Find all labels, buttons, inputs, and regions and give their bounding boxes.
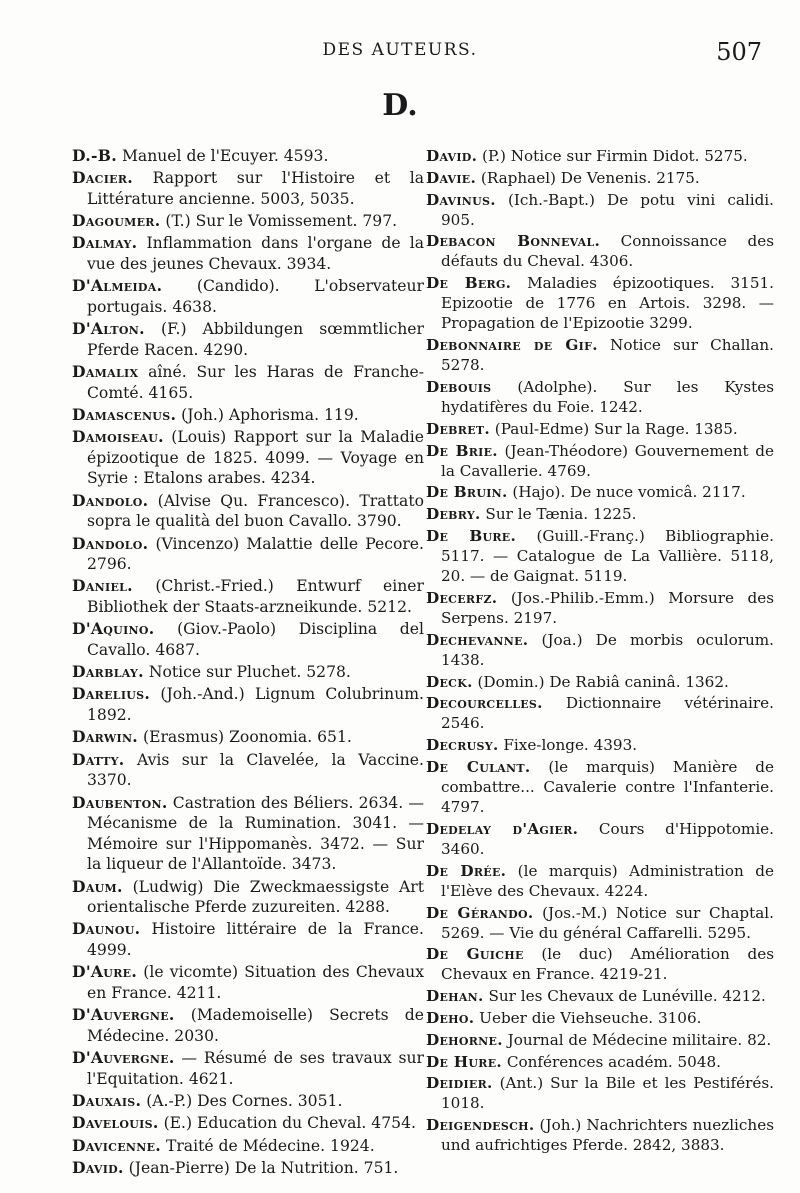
index-entry bbox=[426, 903, 774, 943]
entry-text: (Joh.) Aphorisma. 119. bbox=[176, 405, 359, 424]
left-column bbox=[72, 146, 424, 1180]
index-entry bbox=[426, 735, 774, 755]
author-name: De Culant. bbox=[426, 757, 531, 776]
index-entry bbox=[426, 630, 774, 670]
author-name: D'Aquino. bbox=[72, 619, 155, 639]
entry-text: Avis sur la Clavelée, la Vaccine. 3370. bbox=[87, 750, 424, 790]
entry-text: Notice sur Pluchet. 5278. bbox=[143, 663, 351, 682]
author-name: D'Aure. bbox=[72, 962, 138, 982]
index-entry bbox=[72, 662, 424, 683]
author-name: Dehan. bbox=[426, 987, 484, 1006]
entry-text: Inflammation dans l'organe de la vue des jeunes Chevaux. 3934. bbox=[87, 234, 424, 274]
entry-text: (Vincenzo) Malattie delle Pecore. 2796. bbox=[87, 534, 424, 574]
entry-text: (Joh.-And.) Lignum Colubrinum. 1892. bbox=[87, 685, 424, 725]
entry-text: (le marquis) Manière de combattre... Cavalerie contre l'Infanterie. 4797. bbox=[441, 757, 774, 817]
index-entry bbox=[72, 319, 424, 360]
entry-text: (F.) Abbildungen sœmmtlicher Pferde Racen. 4290. bbox=[87, 320, 424, 359]
author-name: Daubenton. bbox=[72, 792, 168, 812]
author-name: De Brie. bbox=[426, 441, 498, 460]
author-name: De Guiche bbox=[426, 945, 524, 964]
author-name: Deigendesch. bbox=[426, 1116, 535, 1135]
index-entry bbox=[426, 377, 774, 417]
author-name: D'Auvergne. bbox=[72, 1048, 175, 1068]
entry-text: Castration des Béliers. 2634. — Mécanisme de la Rumination. 3041. — Mémoire sur l'Hippomanès. 3472. — Sur la liqueur de l'Allantoïde. 3473. bbox=[87, 793, 424, 874]
entry-text: (le marquis) Administration de l'Elève des Chevaux. 4224. bbox=[441, 861, 774, 900]
author-name: Decerfz. bbox=[426, 588, 498, 607]
entry-text: (Jos.-M.) Notice sur Chaptal. 5269. — Vie du général Caffarelli. 5295. bbox=[441, 903, 774, 942]
author-name: Darblay. bbox=[72, 662, 144, 682]
entry-text: (Domin.) De Rabiâ caninâ. 1362. bbox=[472, 672, 729, 691]
entry-text: Connoissance des défauts du Cheval. 4306. bbox=[441, 232, 774, 271]
index-entry bbox=[426, 1008, 774, 1028]
index-entry bbox=[72, 146, 424, 167]
entry-text: (Jean-Théodore) Gouvernement de la Cavallerie. 4769. bbox=[441, 441, 774, 480]
index-entry bbox=[426, 335, 774, 375]
entry-text: Maladies épizootiques. 3151. Epizootie de 1776 en Artois. 3298. — Propagation de l'Epizootie 3299. bbox=[441, 274, 774, 333]
entry-text: (Paul-Edme) Sur la Rage. 1385. bbox=[489, 419, 738, 438]
index-entry bbox=[426, 1115, 774, 1155]
entry-text: Histoire littéraire de la France. 4999. bbox=[87, 920, 424, 960]
index-entry bbox=[426, 986, 774, 1006]
entry-text: (Candido). L'observateur portugais. 4638. bbox=[87, 277, 424, 316]
author-name: De Hure. bbox=[426, 1052, 502, 1071]
author-name: Dagoumer. bbox=[72, 211, 161, 231]
entry-text: (Hajo). De nuce vomicâ. 2117. bbox=[507, 483, 746, 502]
author-name: Deidier. bbox=[426, 1074, 493, 1093]
index-entry bbox=[72, 919, 424, 960]
index-entry bbox=[72, 750, 424, 791]
index-entry bbox=[72, 1005, 424, 1046]
author-name: De Gérando. bbox=[426, 903, 534, 922]
author-name: De Bure. bbox=[426, 526, 517, 545]
index-entry bbox=[72, 362, 424, 403]
author-name: D'Almeida. bbox=[72, 276, 163, 296]
index-entry bbox=[72, 1113, 424, 1134]
index-entry bbox=[426, 819, 774, 859]
author-name: Davicenne. bbox=[72, 1135, 161, 1155]
entry-text: Ueber die Viehseuche. 3106. bbox=[474, 1009, 702, 1028]
index-entry bbox=[72, 168, 424, 209]
entry-text: (Alvise Qu. Francesco). Trattato sopra le qualità del buon Cavallo. 3790. bbox=[87, 491, 424, 531]
author-name: Decourcelles. bbox=[426, 694, 543, 713]
author-name: Davelouis. bbox=[72, 1113, 159, 1133]
author-name: Deho. bbox=[426, 1009, 475, 1028]
index-entry bbox=[426, 168, 774, 188]
index-entry bbox=[72, 427, 424, 489]
author-name: De Berg. bbox=[426, 274, 512, 293]
author-name: Darelius. bbox=[72, 684, 151, 704]
author-name: Davie. bbox=[426, 168, 477, 187]
index-entry bbox=[426, 526, 774, 586]
author-name: Daniel. bbox=[72, 576, 133, 596]
entry-text: (le duc) Amélioration des Chevaux en France. 4219-21. bbox=[441, 945, 774, 984]
entry-text: (Ludwig) Die Zweckmaessigste Art orientalische Pferde zuzureiten. 4288. bbox=[87, 877, 424, 917]
index-entry bbox=[72, 534, 424, 575]
index-entry bbox=[426, 672, 774, 692]
index-entry bbox=[426, 1030, 774, 1050]
author-name: Daunou. bbox=[72, 919, 141, 939]
author-name: David. bbox=[426, 147, 478, 165]
running-head bbox=[0, 38, 800, 78]
author-name: Debouis bbox=[426, 377, 492, 396]
entry-text: Rapport sur l'Histoire et la Littérature ancienne. 5003, 5035. bbox=[87, 169, 424, 208]
entry-text: (Giov.-Paolo) Disciplina del Cavallo. 4687. bbox=[87, 620, 424, 659]
author-name: Dalmay. bbox=[72, 233, 138, 253]
author-name: De Bruin. bbox=[426, 483, 508, 502]
entry-text: (Adolphe). Sur les Kystes hydatifères du Foie. 1242. bbox=[441, 377, 774, 417]
entry-text: Journal de Médecine militaire. 82. bbox=[502, 1030, 772, 1049]
entry-text: (E.) Education du Cheval. 4754. bbox=[158, 1114, 416, 1133]
author-name: Dehorne. bbox=[426, 1030, 503, 1049]
index-entry bbox=[72, 1158, 424, 1179]
entry-text: Sur les Chevaux de Lunéville. 4212. bbox=[483, 987, 766, 1006]
entry-text: (le vicomte) Situation des Chevaux en France. 4211. bbox=[87, 963, 424, 1002]
entry-text: (Jos.-Philib.-Emm.) Morsure des Serpens. 2197. bbox=[441, 588, 774, 627]
index-entry bbox=[72, 576, 424, 617]
index-entry bbox=[72, 877, 424, 918]
entry-text: Fixe-longe. 4393. bbox=[498, 736, 638, 755]
entry-text: (P.) Notice sur Firmin Didot. 5275. bbox=[477, 147, 748, 165]
index-entry bbox=[72, 1136, 424, 1157]
index-entry bbox=[72, 491, 424, 532]
entry-text: (Ich.-Bapt.) De potu vini calidi. 905. bbox=[441, 190, 774, 229]
section-letter: D. bbox=[382, 88, 418, 123]
entry-text: Dictionnaire vétérinaire. 2546. bbox=[441, 694, 774, 733]
index-entry bbox=[426, 1052, 774, 1072]
index-entry bbox=[72, 233, 424, 274]
index-entry bbox=[426, 419, 774, 439]
entry-text: (Louis) Rapport sur la Maladie épizootique de 1825. 4099. — Voyage en Syrie : Etalons arabes. 4234. bbox=[87, 428, 424, 488]
author-name: Debry. bbox=[426, 505, 481, 524]
author-name: Dacier. bbox=[72, 168, 134, 188]
author-name: Datty. bbox=[72, 749, 125, 769]
entry-text: (Christ.-Fried.) Entwurf einer Bibliothek der Staats-arzneikunde. 5212. bbox=[87, 577, 424, 617]
author-name: Dandolo. bbox=[72, 533, 149, 553]
entry-text: (Erasmus) Zoonomia. 651. bbox=[138, 728, 352, 747]
entry-text: (Raphael) De Venenis. 2175. bbox=[476, 168, 700, 187]
author-name: Dedelay d'Agier. bbox=[426, 819, 579, 838]
index-entry bbox=[426, 504, 774, 524]
index-entry bbox=[72, 619, 424, 660]
author-name: Dechevanne. bbox=[426, 630, 529, 649]
author-name: Dandolo. bbox=[72, 490, 149, 510]
author-name: Decrusy. bbox=[426, 736, 499, 755]
author-name: Daum. bbox=[72, 876, 123, 896]
entry-text: Manuel de l'Ecuyer. 4593. bbox=[116, 147, 329, 165]
index-entry bbox=[426, 231, 774, 271]
entry-text: Traité de Médecine. 1924. bbox=[161, 1136, 375, 1155]
entry-text: aîné. Sur les Haras de Franche-Comté. 4165. bbox=[87, 363, 424, 402]
right-column bbox=[426, 146, 774, 1157]
index-entry bbox=[426, 861, 774, 901]
entry-text: (Ant.) Sur la Bile et les Pestiférés. 1018. bbox=[441, 1074, 774, 1113]
running-title: DES AUTEURS. bbox=[322, 40, 478, 60]
index-entry bbox=[72, 1091, 424, 1112]
author-name: Davinus. bbox=[426, 190, 496, 209]
entry-text: Conférences académ. 5048. bbox=[502, 1052, 721, 1071]
index-entry bbox=[426, 482, 774, 502]
author-name: D'Alton. bbox=[72, 319, 145, 339]
entry-text: (Guill.-Franç.) Bibliographie. 5117. — Catalogue de La Vallière. 5118, 20. — de Gaignat. 5119. bbox=[441, 526, 774, 586]
entry-text: (Joh.) Nachrichters nuezliches und aufrichtiges Pferde. 2842, 3883. bbox=[441, 1116, 774, 1155]
index-entry bbox=[72, 211, 424, 232]
entry-text: (T.) Sur le Vomissement. 797. bbox=[160, 212, 398, 231]
author-name: De Drée. bbox=[426, 861, 507, 880]
index-entry bbox=[426, 146, 774, 166]
author-name: Debret. bbox=[426, 419, 490, 438]
author-name: Damoiseau. bbox=[72, 427, 164, 447]
entry-text: (A.-P.) Des Cornes. 3051. bbox=[141, 1091, 343, 1110]
index-entry bbox=[72, 684, 424, 725]
index-entry bbox=[72, 1048, 424, 1089]
entry-text: (Mademoiselle) Secrets de Médecine. 2030. bbox=[87, 1006, 424, 1045]
author-name: David. bbox=[72, 1157, 124, 1177]
author-name: Debonnaire de Gif. bbox=[426, 336, 598, 355]
index-entry bbox=[72, 962, 424, 1003]
entry-text: (Joa.) De morbis oculorum. 1438. bbox=[441, 630, 774, 669]
author-name: Debacon Bonneval. bbox=[426, 232, 601, 251]
author-name: Damascenus. bbox=[72, 404, 177, 424]
author-name: Darwin. bbox=[72, 727, 139, 747]
author-name: D'Auvergne. bbox=[72, 1005, 175, 1025]
author-name: Dauxais. bbox=[72, 1090, 142, 1110]
index-entry bbox=[426, 273, 774, 333]
page-number: 507 bbox=[716, 38, 762, 66]
entry-text: Sur le Tænia. 1225. bbox=[480, 505, 637, 524]
index-entry bbox=[426, 190, 774, 230]
author-name: D.-B. bbox=[72, 146, 117, 165]
entry-text: Cours d'Hippotomie. 3460. bbox=[441, 819, 775, 858]
author-name: Damalix bbox=[72, 362, 139, 382]
entry-text: Notice sur Challan. 5278. bbox=[441, 336, 774, 375]
index-entry bbox=[72, 727, 424, 748]
index-entry bbox=[426, 441, 774, 481]
entry-text: — Résumé de ses travaux sur l'Equitation. 4621. bbox=[87, 1049, 424, 1088]
entry-text: (Jean-Pierre) De la Nutrition. 751. bbox=[123, 1158, 399, 1177]
index-entry bbox=[426, 1073, 774, 1113]
index-entry bbox=[426, 588, 774, 628]
index-entry bbox=[426, 757, 774, 817]
index-entry bbox=[426, 693, 774, 733]
author-name: Deck. bbox=[426, 672, 473, 691]
index-entry bbox=[426, 944, 774, 984]
index-entry bbox=[72, 793, 424, 875]
index-entry bbox=[72, 276, 424, 317]
index-entry bbox=[72, 405, 424, 426]
